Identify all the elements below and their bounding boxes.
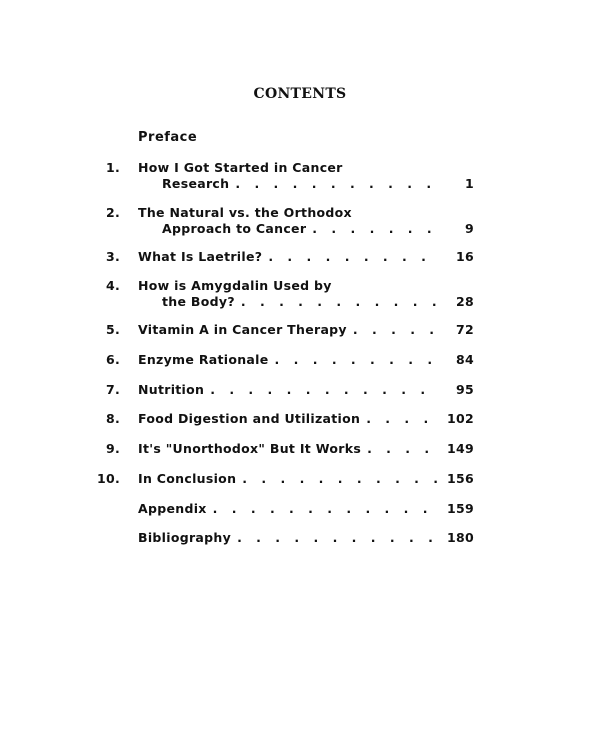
entry-title: Vitamin A in Cancer Therapy [138, 322, 347, 337]
entry-title: Appendix [138, 501, 207, 516]
entry-page-number: 1 [465, 176, 474, 191]
entry-page-number: 180 [447, 530, 474, 545]
entry-page-number: 72 [456, 322, 474, 337]
entry-title: Bibliography [138, 530, 232, 545]
dot-leader [366, 411, 438, 426]
entry-title-line-1: How I Got Started in Cancer [138, 160, 343, 175]
entry-number: 6. [105, 352, 120, 367]
entry-number: 2. [105, 205, 120, 220]
dot-leader [367, 441, 438, 456]
dot-leader [268, 249, 438, 264]
entry-number: 7. [105, 382, 120, 397]
entry-page-number: 9 [465, 221, 474, 236]
entry-title: Nutrition [138, 382, 205, 397]
entry-title: Enzyme Rationale [138, 352, 269, 367]
entry-number: 3. [105, 249, 120, 264]
entry-title-line-2: Research [162, 176, 230, 191]
entry-title-line-2: the Body? [162, 294, 235, 309]
dot-leader [275, 352, 438, 367]
entry-title: In Conclusion [138, 471, 237, 486]
entry-number: 4. [105, 278, 120, 293]
entry-number: 1. [105, 160, 120, 175]
entry-page-number: 95 [456, 382, 474, 397]
dot-leader [312, 221, 438, 236]
entry-title-line-1: The Natural vs. the Orthodox [138, 205, 352, 220]
entry-title-line-2: Approach to Cancer [162, 221, 307, 236]
dot-leader [213, 501, 438, 516]
entry-page-number: 149 [447, 441, 474, 456]
entry-number: 9. [105, 441, 120, 456]
dot-leader [210, 382, 438, 397]
dot-leader [237, 530, 438, 545]
entry-page-number: 16 [456, 249, 474, 264]
entry-title-line-1: How is Amygdalin Used by [138, 278, 332, 293]
entry-title: What Is Laetrile? [138, 249, 263, 264]
entry-page-number: 156 [447, 471, 474, 486]
dot-leader [241, 294, 438, 309]
entry-page-number: 84 [456, 352, 474, 367]
entry-title: Food Digestion and Utilization [138, 411, 361, 426]
entry-page-number: 28 [456, 294, 474, 309]
entry-page-number: 102 [447, 411, 474, 426]
preface-label: Preface [138, 130, 198, 145]
entry-title: It's "Unorthodox" But It Works [138, 441, 362, 456]
dot-leader [353, 322, 438, 337]
entry-number: 10. [96, 471, 120, 486]
dot-leader [242, 471, 438, 486]
entry-number: 8. [105, 411, 120, 426]
dot-leader [235, 176, 438, 191]
entry-number: 5. [105, 322, 120, 337]
page-title: CONTENTS [253, 86, 347, 102]
entry-page-number: 159 [447, 501, 474, 516]
